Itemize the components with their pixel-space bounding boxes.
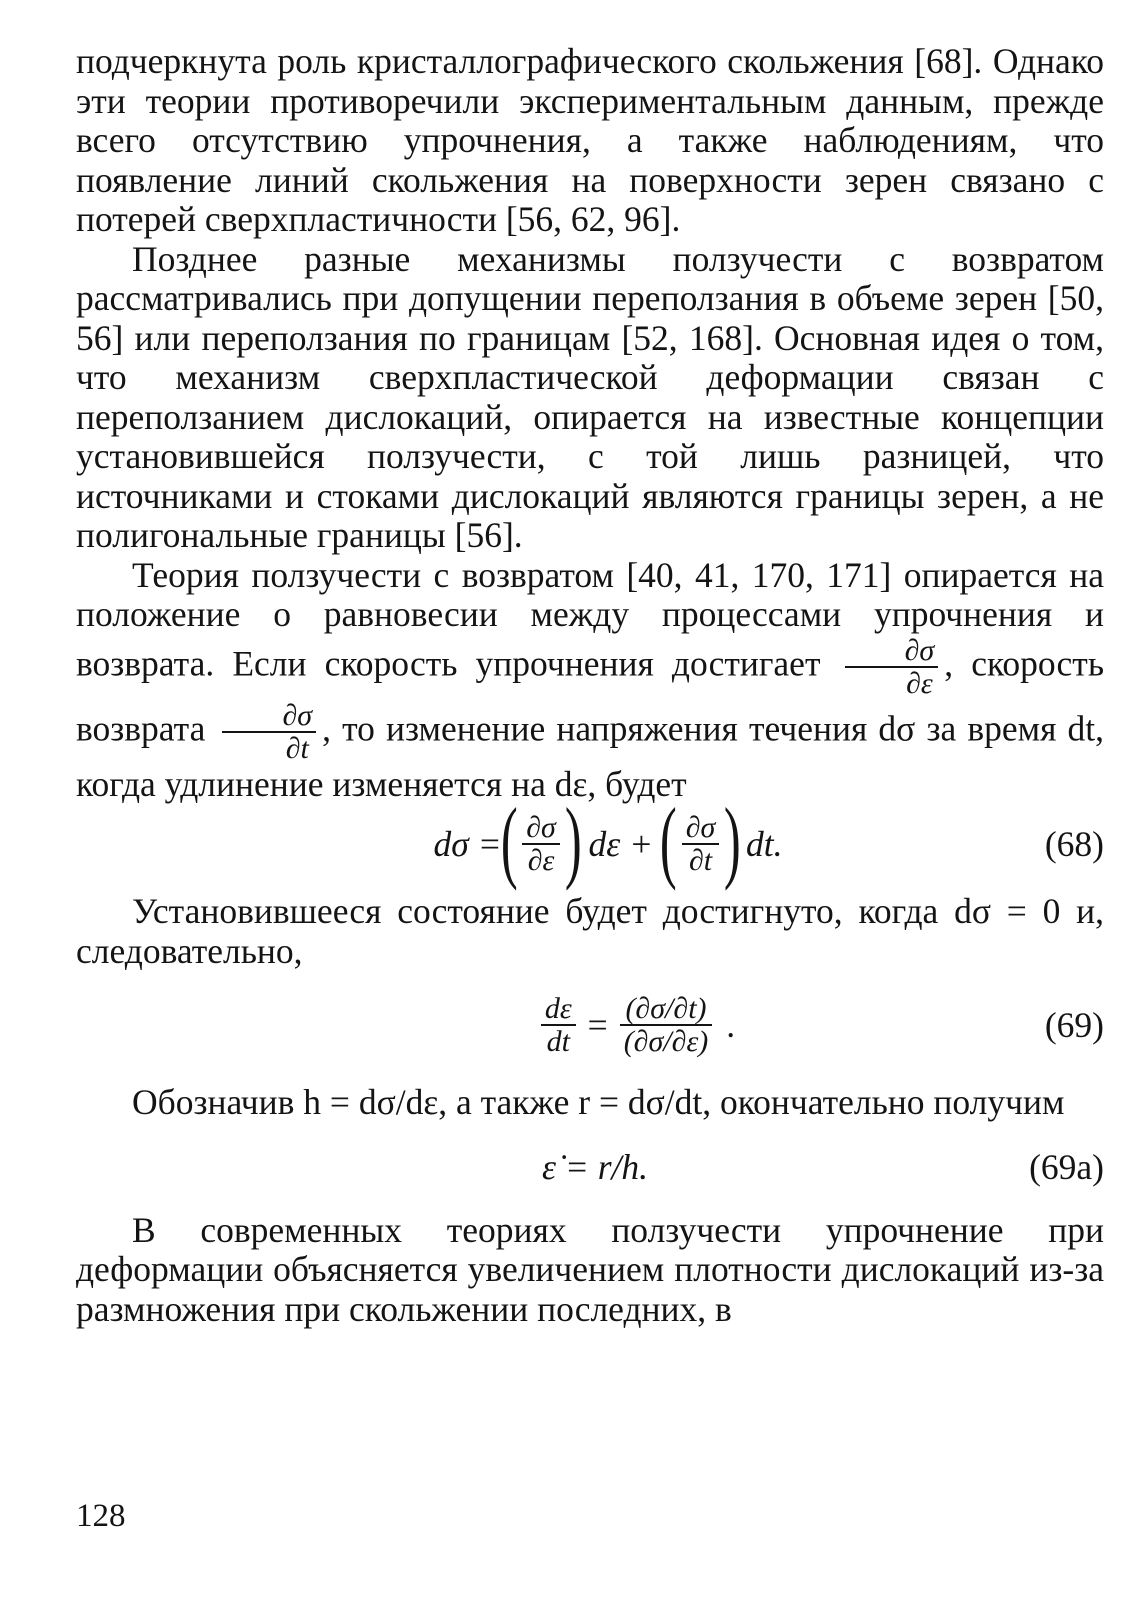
fraction-recovery-rate	[222, 700, 316, 765]
fraction-denominator: ∂t	[688, 844, 713, 877]
equation-term: dε +	[588, 824, 654, 864]
paragraph-2: Позднее разные механизмы ползучести с возвратом рассматривались при допущении переползания в объеме зерен [50, 56] или переползания по границам [52, 168]. Основная идея о том, что механизм сверхпластической деформации связан с переползанием дислокаций, опирается на известные концепции установившейся ползучести, с той лишь разницей, что источниками и стоками дислокаций являются границы зерен, а не полигональные границы [56].	[76, 238, 1104, 555]
paragraph-6: В современных теориях ползучести упрочнение при деформации объясняется увеличением плотности дислокаций из-за размножения при скольжении последних, в	[76, 1209, 1104, 1329]
equation-68-expression	[433, 789, 783, 891]
equation-number: (69)	[1044, 1005, 1104, 1045]
fraction-denominator: ∂ε	[527, 844, 555, 877]
paragraph-3-part-c: , то изменение напряжения течения dσ за время dt, когда удлинение изменяется на dε, будет	[76, 708, 1105, 804]
equation-69	[76, 983, 1104, 1067]
equation-69a-expression: ε̇ = r/h.	[542, 1146, 648, 1187]
equation-68	[76, 789, 1104, 891]
fraction-numerator: ∂σ	[682, 812, 720, 846]
fraction-numerator: (∂σ/∂t)	[620, 993, 713, 1027]
paragraph-3-part-a: Теория ползучести с возвратом [40, 41, 170, 171] опирается на положение о равновесии между процессами упрочнения и возврата. Если скорость упрочнения достигает	[76, 554, 1104, 684]
fraction-denominator: dt	[546, 1025, 570, 1058]
paragraph-4: Установившееся состояние будет достигнуто, когда dσ = 0 и, следовательно,	[76, 891, 1104, 971]
right-paren: )	[724, 789, 742, 891]
equation-69-expression	[535, 993, 735, 1058]
left-paren: (	[659, 789, 677, 891]
fraction-denominator: (∂σ/∂ε)	[623, 1025, 709, 1058]
fraction-denominator: ∂ε	[906, 667, 933, 700]
fraction-numerator: ∂σ	[845, 635, 939, 669]
paragraph-5: Обозначив h = dσ/dε, а также r = dσ/dt, окончательно получим	[132, 1082, 1065, 1122]
fraction-numerator: ∂σ	[222, 700, 316, 734]
equation-fraction	[682, 812, 720, 877]
equation-fraction	[522, 812, 560, 877]
fraction-strain-hardening	[845, 635, 939, 700]
fraction-numerator: ∂σ	[522, 812, 560, 846]
equation-period: .	[726, 1005, 736, 1045]
equation-number: (69a)	[1029, 1146, 1104, 1187]
equation-lhs: dσ =	[433, 824, 502, 864]
equation-fraction	[620, 993, 713, 1058]
fraction-denominator: ∂t	[285, 732, 309, 765]
left-paren: (	[500, 789, 518, 891]
equation-fraction	[541, 993, 576, 1058]
equation-number: (68)	[1044, 824, 1104, 864]
page-number: 128	[76, 1498, 126, 1534]
equals-sign: =	[587, 1005, 608, 1045]
paragraph-3-part-b: , скорость возврата	[76, 643, 1105, 749]
fraction-numerator: dε	[541, 993, 576, 1027]
paragraph-1: подчеркнута роль кристаллографического скольжения [68]. Однако эти теории противоречили экспериментальным данным, прежде всего отсутствию упрочнения, а также наблюдениям, что появление линий скольжения на поверхности зерен связано с потерей сверхпластичности [56, 62, 96].	[76, 41, 1104, 239]
equation-69a	[76, 1137, 1104, 1197]
paragraph-3	[76, 556, 1104, 805]
body-text	[76, 42, 1104, 1329]
equation-term: dt.	[745, 824, 783, 864]
right-paren: )	[564, 789, 582, 891]
